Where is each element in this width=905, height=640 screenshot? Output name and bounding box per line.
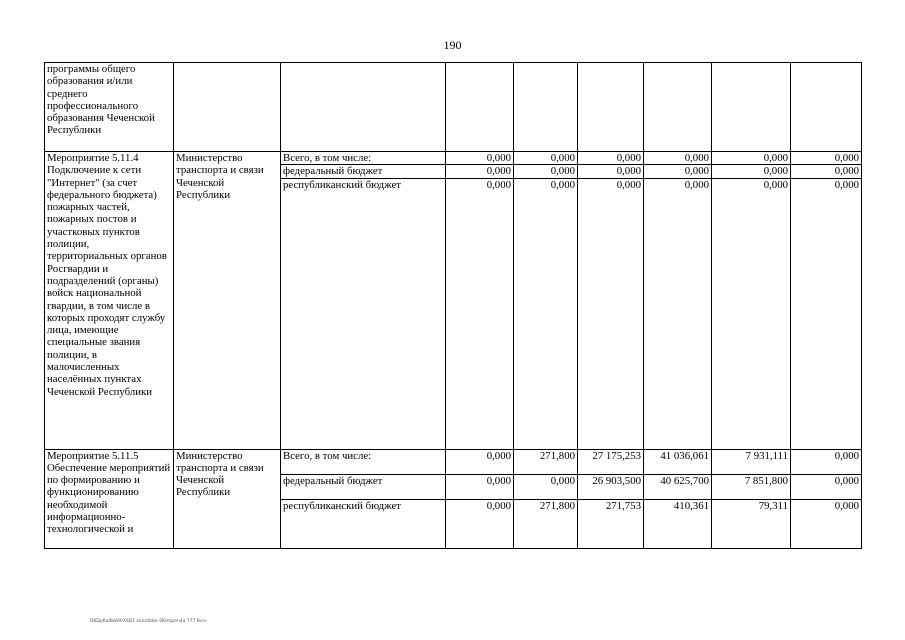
value-cell: 0,000 bbox=[791, 474, 862, 499]
value-cell: 0,000 bbox=[446, 499, 514, 548]
source-cell: Всего, в том числе: bbox=[281, 152, 446, 165]
value-cell: 410,361 bbox=[644, 499, 712, 548]
table-row bbox=[45, 152, 862, 165]
value-cell: 0,000 bbox=[446, 152, 514, 165]
executor-cell bbox=[174, 63, 281, 152]
value-cell: 0,000 bbox=[712, 152, 791, 165]
value-cell: 0,000 bbox=[712, 178, 791, 449]
value-cell: 7 931,111 bbox=[712, 449, 791, 474]
value-cell: 79,311 bbox=[712, 499, 791, 548]
value-cell: 271,800 bbox=[514, 499, 578, 548]
event-cell: программы общего образования и/или среднего профессионального образования Чеченской Республики bbox=[45, 63, 174, 152]
value-cell: 40 625,700 bbox=[644, 474, 712, 499]
source-cell: республиканский бюджет bbox=[281, 178, 446, 449]
value-cell: 0,000 bbox=[446, 474, 514, 499]
table-row-continuation bbox=[45, 63, 862, 152]
value-cell: 0,000 bbox=[578, 152, 644, 165]
value-cell: 0,000 bbox=[514, 165, 578, 178]
value-cell: 271,753 bbox=[578, 499, 644, 548]
value-cell: 0,000 bbox=[514, 474, 578, 499]
value-cell bbox=[578, 63, 644, 152]
value-cell: 0,000 bbox=[791, 499, 862, 548]
value-cell bbox=[791, 63, 862, 152]
executor-cell: Министерство транспорта и связи Чеченской Республики bbox=[174, 449, 281, 548]
value-cell: 0,000 bbox=[791, 152, 862, 165]
value-cell: 0,000 bbox=[446, 178, 514, 449]
value-cell: 0,000 bbox=[514, 152, 578, 165]
value-cell: 0,000 bbox=[791, 449, 862, 474]
value-cell: 0,000 bbox=[791, 165, 862, 178]
value-cell: 0,000 bbox=[791, 178, 862, 449]
source-cell: Всего, в том числе: bbox=[281, 449, 446, 474]
value-cell: 0,000 bbox=[644, 165, 712, 178]
value-cell bbox=[514, 63, 578, 152]
source-cell: республиканский бюджет bbox=[281, 499, 446, 548]
source-cell bbox=[281, 63, 446, 152]
value-cell: 0,000 bbox=[578, 178, 644, 449]
event-cell: Мероприятие 5.11.5 Обеспечение мероприятий по формированию и функционированию необходимой информационно-технологической и bbox=[45, 449, 174, 548]
budget-table bbox=[44, 62, 862, 549]
value-cell bbox=[644, 63, 712, 152]
page-footer: DKDpKa8b8AVXSD1 sanntbbn-2Kmtpen4a 777 Bvrs bbox=[90, 619, 207, 624]
value-cell bbox=[446, 63, 514, 152]
value-cell: 0,000 bbox=[578, 165, 644, 178]
table-row bbox=[45, 449, 862, 474]
page-number: 190 bbox=[443, 38, 462, 52]
source-cell: федеральный бюджет bbox=[281, 165, 446, 178]
value-cell: 0,000 bbox=[712, 165, 791, 178]
value-cell: 26 903,500 bbox=[578, 474, 644, 499]
value-cell: 0,000 bbox=[644, 152, 712, 165]
value-cell bbox=[712, 63, 791, 152]
value-cell: 0,000 bbox=[446, 165, 514, 178]
event-cell: Мероприятие 5.11.4 Подключение к сети "Интернет" (за счет федерального бюджета) пожарных частей, пожарных постов и участковых пунктов полиции, территориальных органов Росгвардии и подразделений (органы) войск национальной гвардии, в том числе в которых проходят службу лица, имеющие специальные звания полиции, в малочисленных населённых пунктах Чеченской Республики bbox=[45, 152, 174, 450]
value-cell: 0,000 bbox=[446, 449, 514, 474]
executor-cell: Министерство транспорта и связи Чеченской Республики bbox=[174, 152, 281, 450]
value-cell: 27 175,253 bbox=[578, 449, 644, 474]
value-cell: 7 851,800 bbox=[712, 474, 791, 499]
value-cell: 0,000 bbox=[644, 178, 712, 449]
value-cell: 271,800 bbox=[514, 449, 578, 474]
value-cell: 0,000 bbox=[514, 178, 578, 449]
source-cell: федеральный бюджет bbox=[281, 474, 446, 499]
value-cell: 41 036,061 bbox=[644, 449, 712, 474]
